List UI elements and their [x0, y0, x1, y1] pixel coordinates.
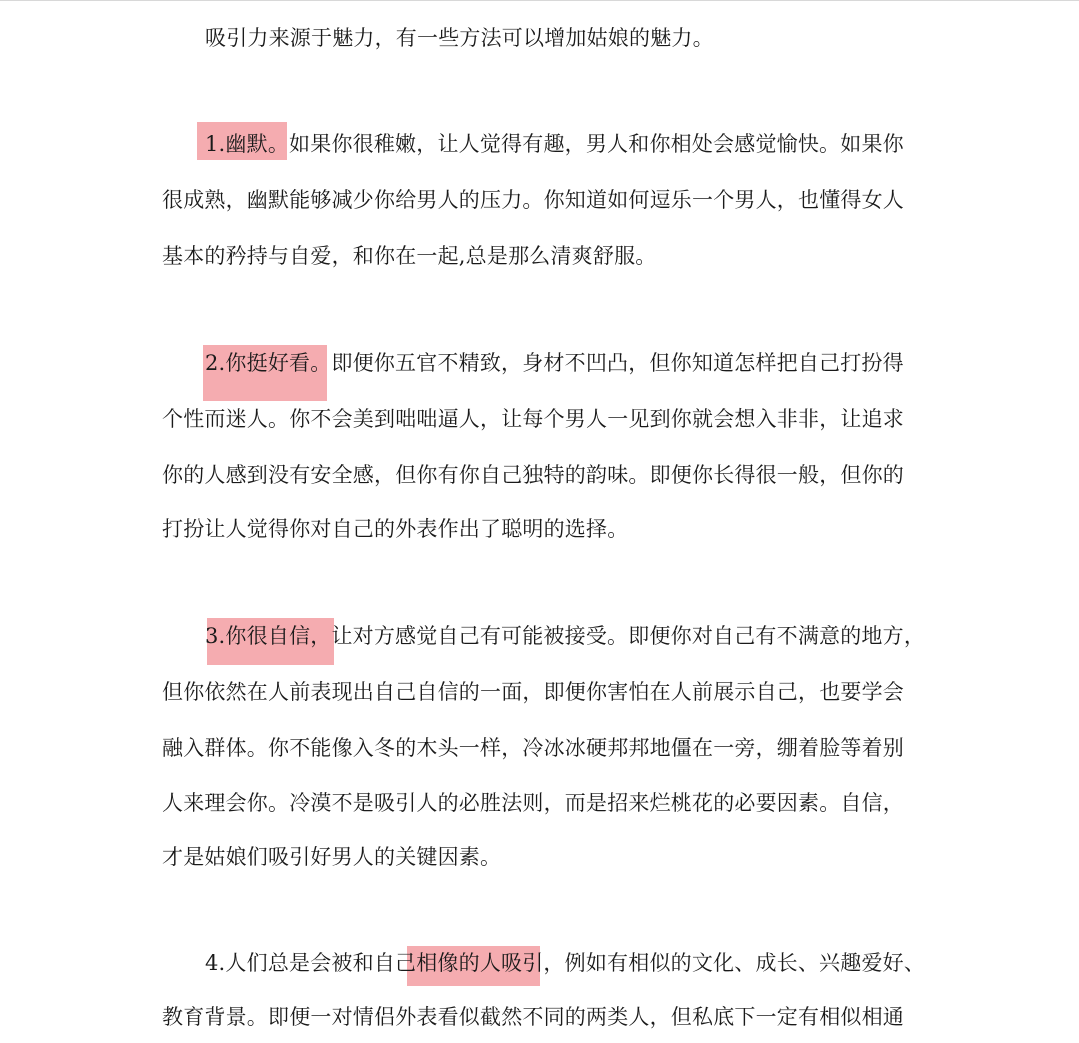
- section-4-line-2: 教育背景。即便一对情侣外表看似截然不同的两类人，但私底下一定有相似相通: [162, 1005, 904, 1029]
- section-3-heading: 3.你很自信，: [205, 624, 332, 648]
- section-1-line-3: 基本的矜持与自爱，和你在一起,总是那么清爽舒服。: [162, 244, 657, 268]
- section-2-first-line: [205, 349, 904, 377]
- section-2-heading: 2.你挺好看。: [205, 351, 332, 375]
- section-3-first-line: [205, 622, 925, 650]
- section-4-heading: 4.人们总是会被和自己相像的人吸引，: [205, 951, 565, 975]
- section-1-line-2: 很成熟，幽默能够减少你给男人的压力。你知道如何逗乐一个男人，也懂得女人: [162, 188, 904, 212]
- section-4-line-1: 例如有相似的文化、成长、兴趣爱好、: [564, 951, 926, 975]
- section-2-line-3: 你的人感到没有安全感，但你有你自己独特的韵味。即便你长得很一般，但你的: [162, 463, 904, 487]
- section-3-line-4: 人来理会你。冷漠不是吸引人的必胜法则，而是招来烂桃花的必要因素。自信，: [162, 791, 904, 815]
- section-3-line-1: 让对方感觉自己有可能被接受。即便你对自己有不满意的地方，: [331, 624, 926, 648]
- section-2-line-4: 打扮让人觉得你对自己的外表作出了聪明的选择。: [162, 517, 629, 541]
- intro-paragraph: 吸引力来源于魅力，有一些方法可以增加姑娘的魅力。: [205, 26, 714, 50]
- section-3-line-2: 但你依然在人前表现出自己自信的一面，即便你害怕在人前展示自己，也要学会: [162, 680, 904, 704]
- section-3-line-3: 融入群体。你不能像入冬的木头一样，冷冰冰硬邦邦地僵在一旁，绷着脸等着别: [162, 736, 904, 760]
- section-3-line-5: 才是姑娘们吸引好男人的关键因素。: [162, 845, 502, 869]
- section-2-line-1: 即便你五官不精致，身材不凹凸，但你知道怎样把自己打扮得: [331, 351, 904, 375]
- section-1-first-line: [205, 130, 904, 158]
- section-1-heading: 1.幽默。: [205, 132, 290, 156]
- section-1-line-1: 如果你很稚嫩，让人觉得有趣，男人和你相处会感觉愉快。如果你: [289, 132, 904, 156]
- section-4-first-line: [205, 949, 925, 977]
- section-2-line-2: 个性而迷人。你不会美到咄咄逼人，让每个男人一见到你就会想入非非，让追求: [162, 407, 904, 431]
